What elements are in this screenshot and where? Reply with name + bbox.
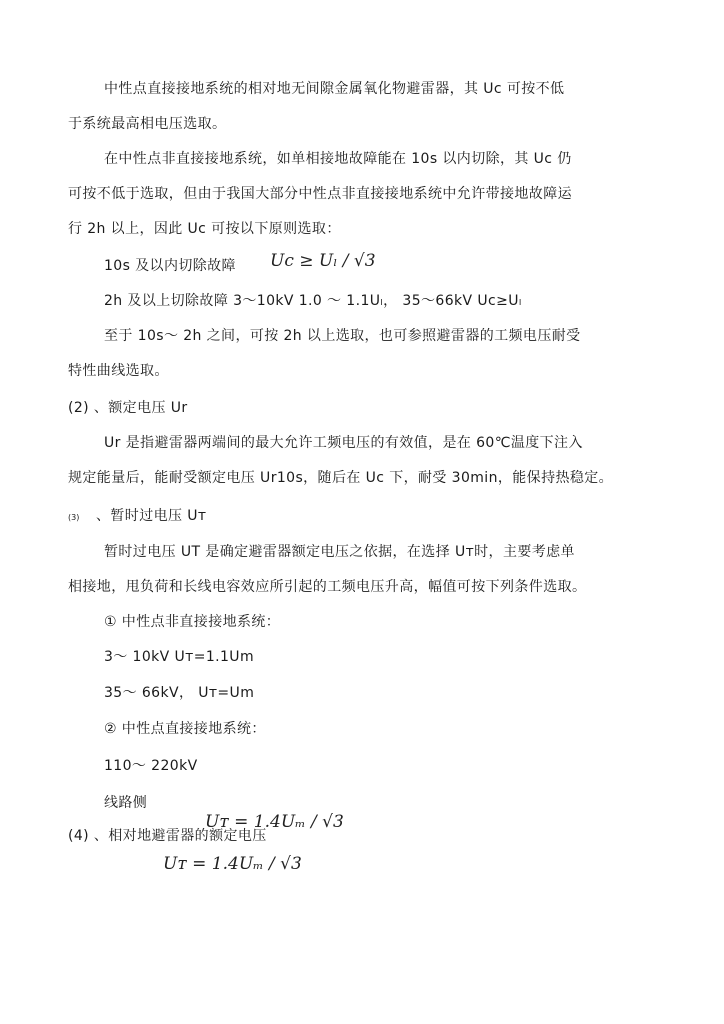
para-line-2: 于系统最高相电压选取。: [68, 116, 227, 132]
list-value-3-10kv: 3～ 10kV Uᴛ=1.1Um: [104, 649, 254, 665]
para-line-15: 相接地，甩负荷和长线电容效应所引起的工频电压升高，幅值可按下列条件选取。: [68, 579, 587, 595]
formula-rated-voltage: Uᴛ = 1.4Uₘ / √3: [163, 854, 302, 874]
line-side-label: 线路侧: [104, 795, 148, 811]
section-heading-temporary-overvoltage: 、暂时过电压 Uᴛ: [96, 508, 207, 524]
condition-2h: 2h 及以上切除故障 3～10kV 1.0 ～ 1.1Uₗ， 35～66kV Uc≥Uₗ: [104, 293, 522, 309]
formula-uc-limit: Uc ≥ Uₗ / √3: [270, 251, 376, 271]
list-value-110-220kv: 110～ 220kV: [104, 758, 198, 774]
section-number-3: (3): [68, 513, 80, 522]
section-heading-rated-voltage: (2) 、额定电压 Ur: [68, 400, 188, 416]
para-line-9: 特性曲线选取。: [68, 363, 169, 379]
list-item-1: ① 中性点非直接接地系统：: [104, 614, 281, 630]
formula-line-side: Uᴛ = 1.4Uₘ / √3: [205, 812, 344, 832]
para-line-1: 中性点直接接地系统的相对地无间隙金属氧化物避雷器，其 Uc 可按不低: [104, 81, 565, 97]
list-item-2: ② 中性点直接接地系统：: [104, 721, 266, 737]
section-heading-rated-voltage-to-ground: (4) 、相对地避雷器的额定电压: [68, 828, 267, 844]
para-line-3: 在中性点非直接接地系统，如单相接地故障能在 10s 以内切除，其 Uc 仍: [104, 151, 572, 167]
para-line-12: 规定能量后，能耐受额定电压 Ur10s，随后在 Uc 下，耐受 30min，能保持热稳定。: [68, 470, 614, 486]
para-line-14: 暂时过电压 UT 是确定避雷器额定电压之依据，在选择 Uᴛ时，主要考虑单: [104, 544, 575, 560]
para-line-8: 至于 10s～ 2h 之间，可按 2h 以上选取，也可参照避雷器的工频电压耐受: [104, 328, 581, 344]
list-value-35-66kv: 35～ 66kV， Uᴛ=Um: [104, 685, 255, 701]
para-line-5: 行 2h 以上，因此 Uc 可按以下原则选取：: [68, 221, 341, 237]
condition-10s: 10s 及以内切除故障: [104, 258, 236, 274]
para-line-11: Ur 是指避雷器两端间的最大允许工频电压的有效值，是在 60℃温度下注入: [104, 435, 583, 451]
para-line-4: 可按不低于选取，但由于我国大部分中性点非直接接地系统中允许带接地故障运: [68, 186, 572, 202]
